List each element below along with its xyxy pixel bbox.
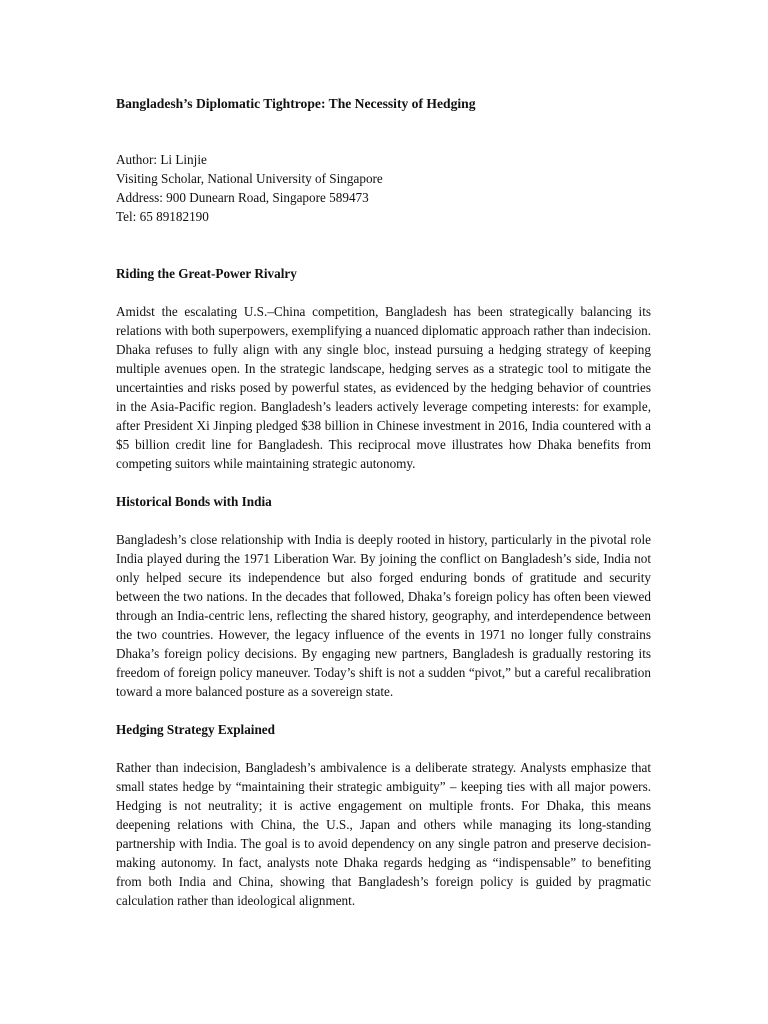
author-name: Author: Li Linjie (116, 152, 207, 167)
section-heading-hedging: Hedging Strategy Explained (116, 722, 275, 737)
author-phone: Tel: 65 89182190 (116, 209, 209, 224)
author-affiliation: Visiting Scholar, National University of Singapore (116, 171, 383, 186)
section-heading-india: Historical Bonds with India (116, 494, 272, 509)
section-heading-rivalry: Riding the Great-Power Rivalry (116, 266, 297, 281)
section-body-hedging: Rather than indecision, Bangladesh’s ambivalence is a deliberate strategy. Analysts emphasize that small states hedge by “maintaining their strategic ambiguity” – keeping ties with all major powers. Hedging is not neutrality; it is active engagement on multiple fronts. For Dhaka, this means deepening relations with China, the U.S., Japan and others while managing its long-standing partnership with India. The goal is to avoid dependency on any single patron and preserve decision-making autonomy. In fact, analysts note Dhaka regards hedging as “indispensable” to benefiting from both India and China, showing that Bangladesh’s foreign policy is guided by pragmatic calculation rather than ideological alignment. (116, 760, 651, 908)
section-body-rivalry: Amidst the escalating U.S.–China competition, Bangladesh has been strategically balancing its relations with both superpowers, exemplifying a nuanced diplomatic approach rather than indecision. Dhaka refuses to fully align with any single bloc, instead pursuing a hedging strategy of keeping multiple avenues open. In the strategic landscape, hedging serves as a strategic tool to mitigate the uncertainties and risks posed by powerful states, as evidenced by the hedging behavior of countries in the Asia-Pacific region. Bangladesh’s leaders actively leverage competing interests: for example, after President Xi Jinping pledged $38 billion in Chinese investment in 2016, India countered with a $5 billion credit line for Bangladesh. This reciprocal move illustrates how Dhaka benefits from competing suitors while maintaining strategic autonomy. (116, 304, 651, 471)
author-info (116, 150, 383, 226)
document-title: Bangladesh’s Diplomatic Tightrope: The Necessity of Hedging (116, 96, 476, 111)
section-body-india: Bangladesh’s close relationship with India is deeply rooted in history, particularly in the pivotal role India played during the 1971 Liberation War. By joining the conflict on Bangladesh’s side, India not only helped secure its independence but also forged enduring bonds of gratitude and security between the two nations. In the decades that followed, Dhaka’s foreign policy has often been viewed through an India-centric lens, reflecting the shared history, geography, and interdependence between the two countries. However, the legacy influence of the events in 1971 no longer fully constrains Dhaka’s foreign policy decisions. By engaging new partners, Bangladesh is gradually restoring its freedom of foreign policy maneuver. Today’s shift is not a sudden “pivot,” but a careful recalibration toward a more balanced posture as a sovereign state. (116, 532, 651, 699)
author-address: Address: 900 Dunearn Road, Singapore 589473 (116, 190, 369, 205)
